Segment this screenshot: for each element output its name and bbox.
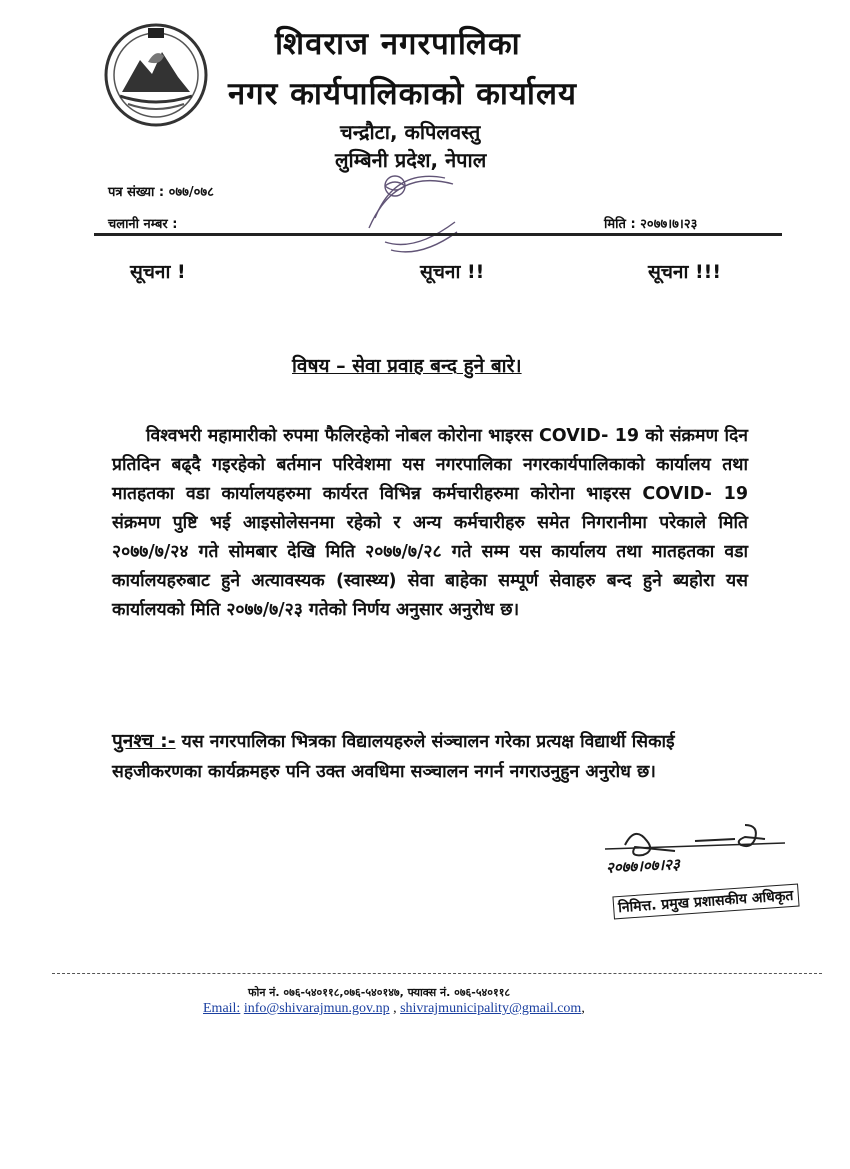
notice-heading-2: सूचना !! [420,261,485,283]
office-name: नगर कार्यपालिकाको कार्यालय [228,76,577,112]
postscript [112,726,748,787]
email-link-1[interactable]: info@shivarajmun.gov.np [243,1001,390,1016]
notice-heading-1: सूचना ! [130,261,186,283]
email-link-2[interactable]: shivrajmunicipality@gmail.com [400,1001,582,1016]
postscript-text: यस नगरपालिका भित्रका विद्यालयहरुले संञ्चालन गरेका प्रत्यक्ष विद्यार्थी सिकाई सहजीकरणका कार्यक्रमहरु पनि उक्त अवधिमा सञ्चालन नगर्न नगराउनुहुन अनुरोध छ। [112,732,675,782]
signature-date: २०७७।०७।२३ [605,855,681,877]
letter-number: पत्र संख्या : ०७७/०७८ [108,185,214,200]
postscript-label: पुनश्च :- [112,730,176,752]
email-label[interactable]: Email: [203,1001,241,1016]
official-stamp [355,158,475,258]
notice-heading-3: सूचना !!! [648,261,721,283]
address-line-1: चन्द्रौटा, कपिलवस्तु [340,120,481,144]
footer-divider [52,973,822,974]
footer-phone: फोन नं. ०७६-५४०११८,०७६-५४०१४७, फ्याक्स नं. ०७६-५४०११८ [248,986,511,999]
body-text: विश्वभरी महामारीको रुपमा फैलिरहेको नोबल कोरोना भाइरस COVID- 19 को संक्रमण दिन प्रतिदिन बढ्दै गइरहेको बर्तमान परिवेशमा यस नगरपालिका नगरकार्यपालिकाको कार्यालय तथा मातहतका वडा कार्यालयहरुमा कार्यरत विभिन्न कर्मचारीहरुमा कोरोना भाइरस COVID- 19 संक्रमण पुष्टि भई आइसोलेसनमा रहेको र अन्य कर्मचारीहरु समेत निगरानीमा परेकाले मिति २०७७/७/२४ गते सोमबार देखि मिति २०७७/७/२८ गते सम्म यस कार्यालय तथा मातहतका वडा कार्यालयहरुबाट हुने अत्यावस्यक (स्वास्थ्य) सेवा बाहेका सम्पूर्ण सेवाहरु बन्द हुने ब्यहोरा यस कार्यालयको मिति २०७७/७/२३ गतेको निर्णय अनुसार अनुरोध छ। [112,426,748,620]
header-divider [94,233,782,236]
body-paragraph [112,422,748,625]
org-name: शिवराज नगरपालिका [275,26,521,62]
email-separator: , [389,1001,401,1016]
address-line-2: लुम्बिनी प्रदेश, नेपाल [335,148,487,172]
email-trailing: , [581,1001,585,1016]
dispatch-number: चलानी नम्बर : [108,217,178,232]
subject-line: विषय – सेवा प्रवाह बन्द हुने बारे। [292,355,522,377]
letter-date: मिति : २०७७।७।२३ [604,217,698,232]
signatory-title-stamp: निमित्त. प्रमुख प्रशासकीय अधिकृत [612,884,799,920]
municipality-logo [100,22,212,128]
footer-email-line [203,1001,585,1017]
